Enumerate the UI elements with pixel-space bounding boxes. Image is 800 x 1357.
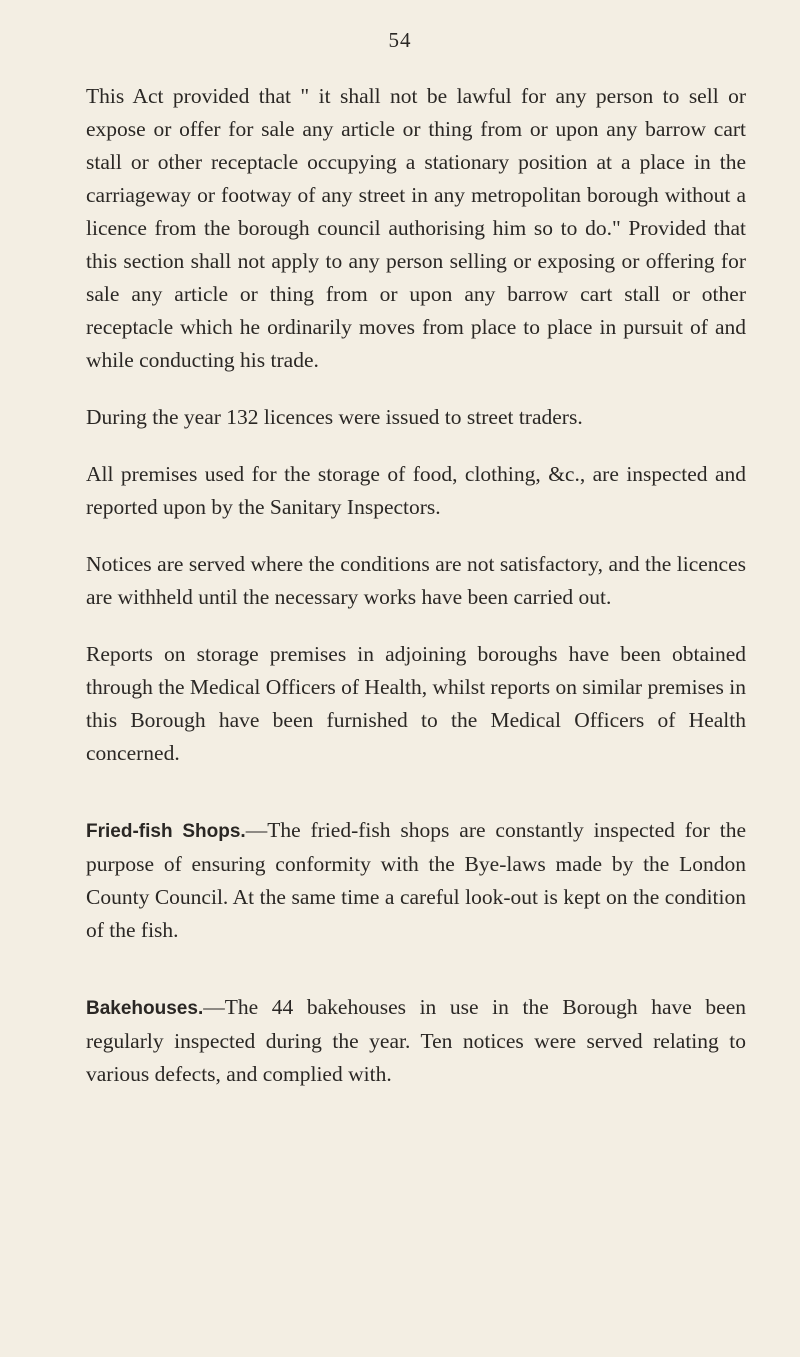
paragraph-bakehouses	[86, 991, 746, 1091]
paragraph-licences-issued: During the year 132 licences were issued to street traders.	[86, 405, 583, 429]
page-number: 54	[388, 28, 412, 52]
paragraph-fried-fish-shops	[86, 814, 746, 947]
fried-fish-heading: Fried-fish Shops.	[86, 821, 246, 842]
bakehouses-heading: Bakehouses.	[86, 998, 204, 1019]
paragraph-street-trading-act: This Act provided that " it shall not be lawful for any person to sell or expose or offer for sale any article or thing from or upon any barrow cart stall or other receptacle occupying a stationary position at a place in the carriageway or footway of any street in any metropolitan borough without a licence from the borough council authorising him so to do." Provided that this section shall not apply to any person selling or exposing or offering for sale any article or thing from or upon any barrow cart stall or other receptacle which he ordinarily moves from place to place in pursuit of and while conducting his trade.	[86, 84, 746, 372]
bakehouses-text: —The 44 bakehouses in use in the Borough have been regularly inspected during the year. Ten notices were served relating to various defects, and complied with.	[86, 995, 746, 1086]
fried-fish-text: —The fried-fish shops are constantly inspected for the purpose of ensuring conformity with the Bye-laws made by the London County Council. At the same time a careful look-out is kept on the condition of the fish.	[86, 818, 746, 942]
paragraph-storage-premises: All premises used for the storage of food, clothing, &c., are inspected and reported upon by the Sanitary Inspectors.	[86, 462, 746, 519]
document-body	[86, 80, 746, 1091]
paragraph-adjoining-boroughs: Reports on storage premises in adjoining boroughs have been obtained through the Medical Officers of Health, whilst reports on similar premises in this Borough have been furnished to the Medical Officers of Health concerned.	[86, 642, 746, 765]
paragraph-notices-served: Notices are served where the conditions are not satisfactory, and the licences are withheld until the necessary works have been carried out.	[86, 552, 746, 609]
